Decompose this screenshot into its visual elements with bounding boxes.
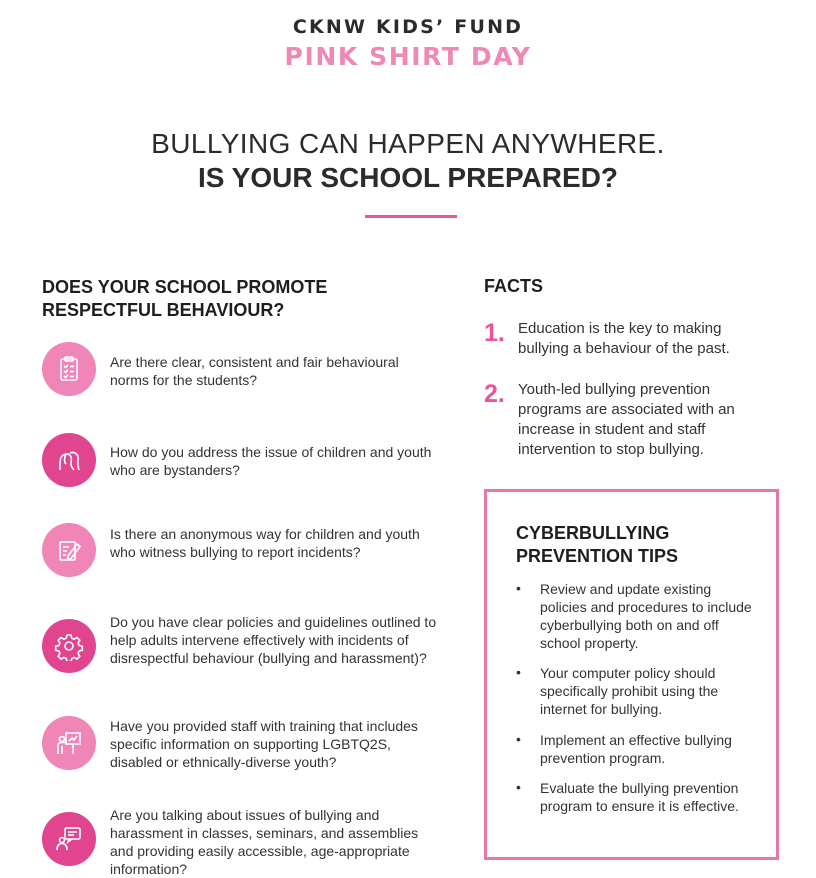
bullet-marker: • — [516, 731, 521, 747]
question-item — [42, 523, 442, 583]
question-text: Are you talking about issues of bullying and harassment in classes, seminars, and assemblies and providing easily accessible, age-appropriate information? — [110, 807, 419, 877]
fact-number: 1. — [484, 319, 505, 347]
tip-text: Your computer policy should specifically prohibit using the internet for bullying. — [540, 665, 719, 717]
question-item — [42, 716, 442, 776]
question-text: Is there an anonymous way for children and youth who witness bullying to report incidents? — [110, 526, 420, 560]
question-item — [42, 342, 442, 402]
brand-name: CKNW KIDS’ FUND — [292, 16, 524, 38]
fact-text: Youth-led bullying prevention programs are associated with an increase in student and staff intervention to stop bullying. — [518, 381, 735, 458]
brand-campaign: PINK SHIRT DAY — [284, 42, 532, 71]
question-text: Do you have clear policies and guidelines outlined to help adults intervene effectively with incidents of disrespectful behaviour (bullying and harassment)? — [110, 614, 437, 666]
question-text: Are there clear, consistent and fair behavioural norms for the students? — [110, 354, 399, 388]
left-section-heading: DOES YOUR SCHOOL PROMOTE RESPECTFUL BEHAVIOUR? — [42, 277, 328, 320]
report-form-pencil-icon — [42, 523, 96, 577]
bullet-marker: • — [516, 779, 521, 795]
tips-title: CYBERBULLYING PREVENTION TIPS — [516, 523, 679, 566]
facts-heading: FACTS — [484, 276, 544, 296]
bullet-marker: • — [516, 664, 521, 680]
bullet-marker: • — [516, 580, 521, 596]
question-text: Have you provided staff with training that includes specific information on supporting LGBTQ2S, disabled or ethnically-diverse youth? — [110, 718, 418, 770]
bystander-heads-icon — [42, 433, 96, 487]
cyberbullying-tips-box — [484, 489, 779, 860]
headline-line1: BULLYING CAN HAPPEN ANYWHERE. — [151, 128, 665, 159]
headline-divider — [365, 215, 457, 218]
question-item — [42, 614, 442, 679]
question-item — [42, 807, 442, 877]
headline-line2: IS YOUR SCHOOL PREPARED? — [197, 162, 619, 193]
tip-text: Evaluate the bullying prevention program to ensure it is effective. — [540, 780, 739, 814]
fact-text: Education is the key to making bullying a behaviour of the past. — [518, 320, 730, 357]
tip-text: Review and update existing policies and procedures to include cyberbullying both on and off school property. — [540, 581, 752, 651]
question-item — [42, 433, 442, 493]
fact-number: 2. — [484, 380, 505, 408]
gear-icon — [42, 619, 96, 673]
tip-text: Implement an effective bullying prevention program. — [540, 732, 732, 766]
person-speech-bubble-icon — [42, 812, 96, 866]
question-text: How do you address the issue of children and youth who are bystanders? — [110, 444, 432, 478]
presenter-board-icon — [42, 716, 96, 770]
clipboard-checklist-icon — [42, 342, 96, 396]
